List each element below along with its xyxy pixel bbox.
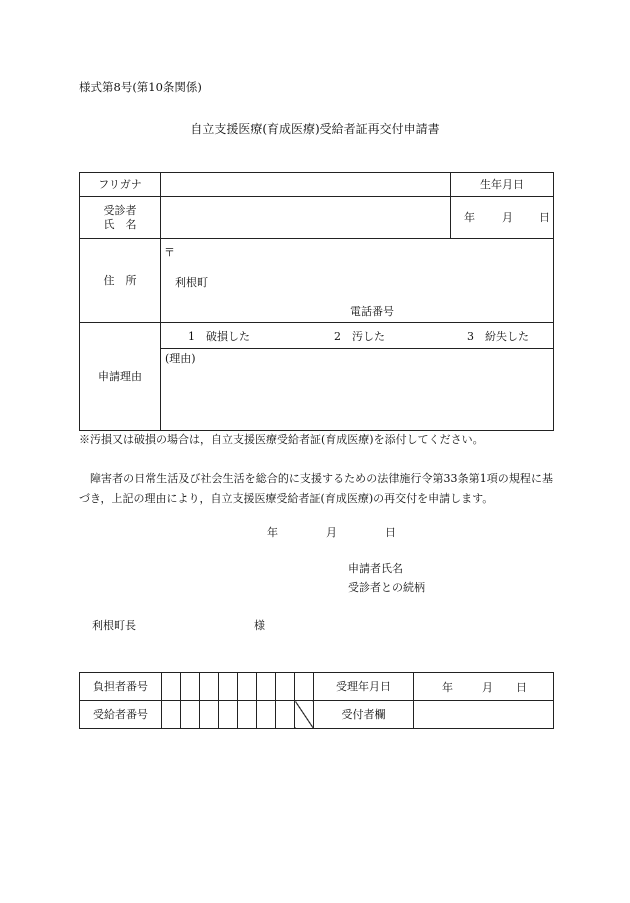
form-number: 様式第8号(第10条関係) (79, 80, 202, 94)
recipient-digit-cell-slashed (295, 701, 314, 729)
recipient-digit-cell[interactable] (276, 701, 295, 729)
birth-date-field[interactable] (451, 197, 554, 239)
reason-detail-field[interactable] (161, 349, 554, 431)
date-month-label: 月 (326, 526, 337, 539)
addressee: 利根町長 (92, 619, 136, 632)
receipt-day-label: 日 (516, 681, 527, 694)
burden-digit-cell[interactable] (162, 673, 181, 701)
reason-options (161, 323, 554, 349)
receipt-date-label: 受理年月日 (314, 673, 414, 701)
postal-mark: 〒 (164, 246, 175, 259)
recipient-number-label: 受給者番号 (80, 701, 162, 729)
burden-number-label: 負担者番号 (80, 673, 162, 701)
recipient-digit-cell[interactable] (181, 701, 200, 729)
date-day-label: 日 (385, 526, 396, 539)
recipient-digit-cell[interactable] (257, 701, 276, 729)
patient-label-line-2: 氏 名 (103, 217, 137, 231)
recipient-digit-cell[interactable] (162, 701, 181, 729)
reception-label: 受付者欄 (314, 701, 414, 729)
furigana-label: フリガナ (80, 173, 161, 197)
relation-label: 受診者との続柄 (348, 581, 425, 594)
address-label: 住 所 (80, 239, 161, 323)
option-damaged[interactable]: 1 破損した (188, 330, 250, 343)
recipient-digit-cell[interactable] (219, 701, 238, 729)
birth-month-label: 月 (502, 211, 513, 224)
date-year-label: 年 (267, 526, 278, 539)
option-soiled[interactable]: 2 汚した (334, 330, 385, 343)
applicant-name-label: 申請者氏名 (348, 562, 403, 575)
birth-day-label: 日 (539, 211, 550, 224)
birth-date-label: 生年月日 (451, 173, 554, 197)
reception-field[interactable] (414, 701, 554, 729)
receipt-date-field[interactable] (414, 673, 554, 701)
application-table (79, 172, 554, 431)
burden-digit-cell[interactable] (276, 673, 295, 701)
patient-label-line-1: 受診者 (103, 203, 137, 217)
burden-digit-cell[interactable] (181, 673, 200, 701)
honorific: 様 (254, 619, 265, 632)
reason-label: 申請理由 (80, 323, 161, 431)
receipt-month-label: 月 (482, 681, 493, 694)
town-name: 利根町 (175, 276, 208, 289)
declaration-paragraph: 障害者の日常生活及び社会生活を総合的に支援するための法律施行令第33条第1項の規程に基づき，上記の理由により，自立支援医療受給者証(育成医療)の再交付を申請します。 (79, 472, 553, 505)
form-title: 自立支援医療(育成医療)受給者証再交付申請書 (190, 122, 440, 136)
phone-label: 電話番号 (350, 305, 394, 318)
burden-digit-cell[interactable] (257, 673, 276, 701)
office-use-table (79, 672, 554, 729)
furigana-field[interactable] (161, 173, 451, 197)
recipient-digit-cell[interactable] (200, 701, 219, 729)
burden-digit-cell[interactable] (295, 673, 314, 701)
burden-digit-cell[interactable] (219, 673, 238, 701)
receipt-year-label: 年 (442, 681, 453, 694)
birth-year-label: 年 (464, 211, 475, 224)
recipient-digit-cell[interactable] (238, 701, 257, 729)
burden-digit-cell[interactable] (238, 673, 257, 701)
address-field[interactable] (161, 239, 554, 323)
patient-name-field[interactable] (161, 197, 451, 239)
burden-digit-cell[interactable] (200, 673, 219, 701)
option-lost[interactable]: 3 紛失した (467, 330, 529, 343)
attachment-note: ※汚損又は破損の場合は，自立支援医療受給者証(育成医療)を添付してください。 (79, 433, 484, 446)
reason-note: (理由) (165, 352, 196, 365)
patient-name-label (80, 197, 161, 239)
